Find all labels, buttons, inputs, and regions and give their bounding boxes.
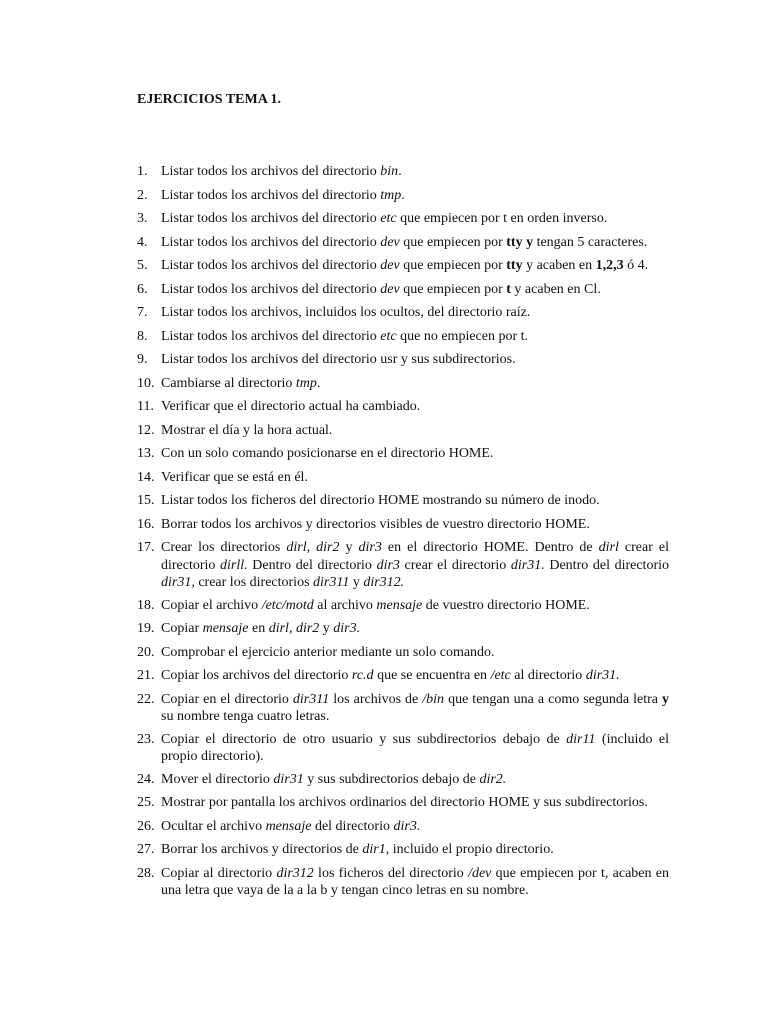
text-run: Listar todos los archivos del directorio: [161, 211, 381, 226]
text-run: Mover el directorio: [161, 771, 274, 787]
text-run: Borrar todos los archivos y directorios visibles de vuestro directorio HOME.: [161, 516, 590, 532]
exercise-number: 26.: [137, 818, 155, 834]
exercise-text: [161, 841, 669, 859]
italic-term: dir3: [358, 540, 382, 555]
italic-term: /dev: [468, 865, 492, 881]
exercise-number: 21.: [137, 668, 155, 683]
italic-term: tmp: [380, 187, 402, 203]
exercise-item: [137, 210, 669, 228]
text-run: tengan 5 caracteres.: [533, 234, 648, 250]
exercise-number: 12.: [137, 422, 155, 438]
exercise-text: [161, 620, 669, 638]
exercise-item: [137, 516, 669, 534]
exercise-number: 9.: [137, 352, 148, 367]
text-run: Con un solo comando posicionarse en el directorio HOME.: [161, 446, 494, 461]
exercise-number: 6.: [137, 281, 148, 297]
text-run: Copiar: [161, 621, 203, 636]
text-run: Listar todos los archivos del directorio: [161, 234, 381, 250]
exercise-item: [137, 257, 669, 278]
text-run: Listar todos los ficheros del directorio HOME mostrando su número de inodo.: [161, 493, 600, 508]
text-run: Copiar los archivos del directorio: [161, 668, 352, 683]
text-run: Listar todos los archivos del directorio: [161, 281, 381, 297]
exercise-item: [137, 691, 669, 726]
exercise-item: [137, 794, 669, 815]
exercise-text: [161, 351, 669, 369]
exercise-item: [137, 492, 669, 510]
exercise-number: 4.: [137, 234, 148, 250]
text-run: y sus subdirectorios debajo de: [303, 771, 480, 787]
text-run: y acaben en Cl.: [510, 281, 601, 297]
text-run: Dentro del directorio: [247, 557, 377, 573]
italic-term: dirll.: [220, 557, 248, 573]
italic-term: etc: [380, 211, 397, 226]
text-run: .: [398, 164, 402, 179]
text-run: Verificar que el directorio actual ha cambiado.: [161, 399, 421, 414]
bold-term: tty: [506, 258, 523, 273]
italic-term: dir3.: [333, 621, 361, 636]
text-run: que se encuentra en: [373, 668, 491, 683]
italic-term: /etc: [490, 668, 511, 683]
italic-term: dir2.: [479, 771, 507, 787]
text-run: Ocultar el archivo: [161, 818, 266, 834]
italic-term: bin: [380, 164, 399, 179]
text-run: Borrar los archivos y directorios de: [161, 842, 363, 857]
text-run: Listar todos los archivos, incluidos los ocultos, del directorio raíz.: [161, 305, 531, 320]
italic-term: dir3.: [393, 818, 421, 834]
text-run: Comprobar el ejercicio anterior mediante un solo comando.: [161, 644, 495, 660]
exercise-number: 24.: [137, 771, 155, 787]
bold-term: 1,2,3: [595, 258, 624, 273]
text-run: su nombre tenga cuatro letras.: [161, 709, 330, 724]
exercise-text: [161, 328, 669, 346]
exercise-text: [161, 492, 669, 510]
exercise-number: 22.: [137, 691, 155, 707]
text-run: los archivos de: [329, 691, 423, 707]
exercise-item: [137, 539, 669, 592]
exercise-number: 23.: [137, 731, 155, 747]
text-run: crear los directorios: [194, 575, 314, 590]
italic-term: dir31,: [161, 575, 195, 590]
exercise-item: [137, 281, 669, 299]
italic-term: dev: [380, 258, 400, 273]
exercise-item: [137, 187, 669, 205]
text-run: Verificar que se está en él.: [161, 469, 308, 485]
italic-term: mensaje: [265, 818, 312, 834]
text-run: incluido el propio directorio.: [389, 842, 554, 857]
exercise-item: [137, 771, 669, 789]
text-run: Crear los directorios: [161, 540, 287, 555]
bold-term: y: [662, 691, 670, 707]
exercise-text: [161, 516, 669, 534]
text-run: Mostrar el día y la hora actual.: [161, 422, 333, 438]
text-run: Listar todos los archivos del directorio: [161, 164, 381, 179]
italic-term: dir312: [276, 865, 314, 881]
exercise-text: [161, 445, 669, 463]
exercise-text: [161, 304, 669, 322]
exercise-item: [137, 620, 669, 638]
exercise-text: [161, 771, 669, 789]
exercise-list: [137, 163, 669, 905]
italic-term: mensaje: [376, 597, 423, 613]
text-run: del directorio: [311, 818, 394, 834]
exercise-item: [137, 304, 669, 322]
exercise-item: [137, 818, 669, 836]
exercise-item: [137, 445, 669, 463]
exercise-number: 3.: [137, 211, 148, 226]
exercise-item: [137, 865, 669, 900]
exercise-text: [161, 667, 669, 685]
exercise-number: 20.: [137, 644, 155, 660]
text-run: que tengan una a como segunda letra: [444, 691, 663, 707]
italic-term: dir31: [273, 771, 304, 787]
exercise-text: [161, 254, 669, 278]
exercise-item: [137, 422, 669, 440]
bold-term: tty y: [506, 234, 534, 250]
exercise-number: 5.: [137, 258, 148, 273]
italic-term: dir3: [376, 557, 400, 573]
exercise-text: [161, 210, 669, 228]
exercise-text: [161, 281, 669, 299]
document-title: EJERCICIOS TEMA 1.: [137, 92, 282, 107]
text-run: en el directorio HOME. Dentro de: [381, 540, 599, 555]
italic-term: etc: [380, 328, 397, 344]
exercise-number: 14.: [137, 469, 155, 485]
italic-term: dir31.: [510, 557, 545, 573]
exercise-text: [161, 865, 669, 900]
text-run: Copiar al directorio: [161, 865, 277, 881]
exercise-number: 13.: [137, 446, 155, 461]
exercise-item: [137, 375, 669, 393]
italic-term: dirl, dir2: [268, 621, 320, 636]
exercise-text: [161, 818, 669, 836]
exercise-number: 7.: [137, 305, 148, 320]
text-run: al archivo: [313, 597, 377, 613]
text-run: y: [319, 621, 334, 636]
exercise-item: [137, 597, 669, 615]
text-run: y acaben en: [522, 258, 596, 273]
text-run: Copiar el directorio de otro usuario y sus subdirectorios debajo de: [161, 731, 567, 747]
exercise-text: [161, 163, 669, 181]
text-run: Dentro del directorio: [544, 557, 669, 573]
exercise-number: 10.: [137, 375, 155, 391]
italic-term: rc.d: [351, 668, 374, 683]
italic-term: dev: [380, 234, 400, 250]
exercise-text: [161, 422, 669, 440]
text-run: Listar todos los archivos del directorio usr y sus subdirectorios.: [161, 352, 516, 367]
italic-term: dir311: [292, 691, 330, 707]
text-run: y: [339, 540, 359, 555]
exercise-item: [137, 469, 669, 487]
exercise-item: [137, 351, 669, 369]
italic-term: /etc/motd: [261, 597, 314, 613]
exercise-text: [161, 644, 669, 662]
exercise-text: [161, 469, 669, 487]
italic-term: tmp: [295, 375, 317, 391]
exercise-text: [161, 187, 669, 205]
text-run: Copiar en el directorio: [161, 691, 293, 707]
italic-term: dir311: [313, 575, 350, 590]
italic-term: dev: [380, 281, 400, 297]
text-run: que no empiecen por t.: [396, 328, 529, 344]
exercise-number: 8.: [137, 328, 148, 344]
exercise-item: [137, 667, 669, 685]
italic-term: dir31.: [585, 668, 620, 683]
exercise-text: [161, 691, 669, 726]
text-run: que empiecen por: [399, 234, 507, 250]
text-run: Cambiarse al directorio: [161, 375, 296, 391]
exercise-number: 28.: [137, 865, 155, 881]
text-run: Listar todos los archivos del directorio: [161, 328, 381, 344]
exercise-text: [161, 539, 669, 592]
text-run: Copiar el archivo: [161, 597, 262, 613]
text-run: los ficheros del directorio: [313, 865, 469, 881]
text-run: que empiecen por: [399, 281, 507, 297]
bold-term: t: [506, 281, 511, 297]
text-run: que empiecen por t, acaben en una letra que vaya de la a la b y tengan cinco letras en su nombre.: [161, 865, 669, 898]
italic-term: /bin: [422, 691, 445, 707]
text-run: que empiecen por t en orden inverso.: [396, 211, 608, 226]
text-run: y: [349, 575, 364, 590]
exercise-text: [161, 731, 669, 766]
exercise-number: 27.: [137, 842, 155, 857]
exercise-number: 1.: [137, 164, 148, 179]
text-run: .: [401, 187, 405, 203]
exercise-text: [161, 597, 669, 615]
exercise-text: [161, 231, 669, 255]
italic-term: dirl: [598, 540, 619, 555]
exercise-number: 19.: [137, 621, 155, 636]
exercise-item: [137, 841, 669, 859]
text-run: Mostrar por pantalla los archivos ordinarios del directorio HOME y sus subdirectorios.: [161, 795, 648, 810]
text-run: Listar todos los archivos del directorio: [161, 187, 381, 203]
exercise-number: 2.: [137, 187, 148, 203]
exercise-item: [137, 234, 669, 255]
text-run: en: [248, 621, 269, 636]
text-run: (incluido el propio directorio).: [161, 731, 669, 764]
exercise-number: 17.: [137, 540, 155, 555]
exercise-text: [161, 398, 669, 416]
italic-term: dir1,: [362, 842, 390, 857]
exercise-number: 11.: [137, 399, 154, 414]
italic-term: dir11: [566, 731, 596, 747]
exercise-number: 15.: [137, 493, 155, 508]
text-run: crear el directorio: [161, 540, 669, 573]
exercise-item: [137, 644, 669, 662]
text-run: .: [316, 375, 321, 391]
exercise-text: [161, 791, 669, 815]
exercise-item: [137, 163, 669, 181]
italic-term: dir312.: [363, 575, 405, 590]
text-run: crear el directorio: [399, 557, 511, 573]
exercise-text: [161, 375, 669, 393]
exercise-item: [137, 398, 669, 416]
exercise-item: [137, 328, 669, 346]
italic-term: dirl, dir2: [286, 540, 340, 555]
text-run: ó 4.: [623, 258, 649, 273]
exercise-number: 16.: [137, 516, 155, 532]
italic-term: mensaje: [202, 621, 249, 636]
text-run: que empiecen por: [399, 258, 507, 273]
exercise-number: 25.: [137, 795, 155, 810]
text-run: Listar todos los archivos del directorio: [161, 258, 381, 273]
exercise-number: 18.: [137, 597, 155, 613]
text-run: al directorio: [510, 668, 586, 683]
exercise-item: [137, 731, 669, 766]
text-run: de vuestro directorio HOME.: [422, 597, 590, 613]
